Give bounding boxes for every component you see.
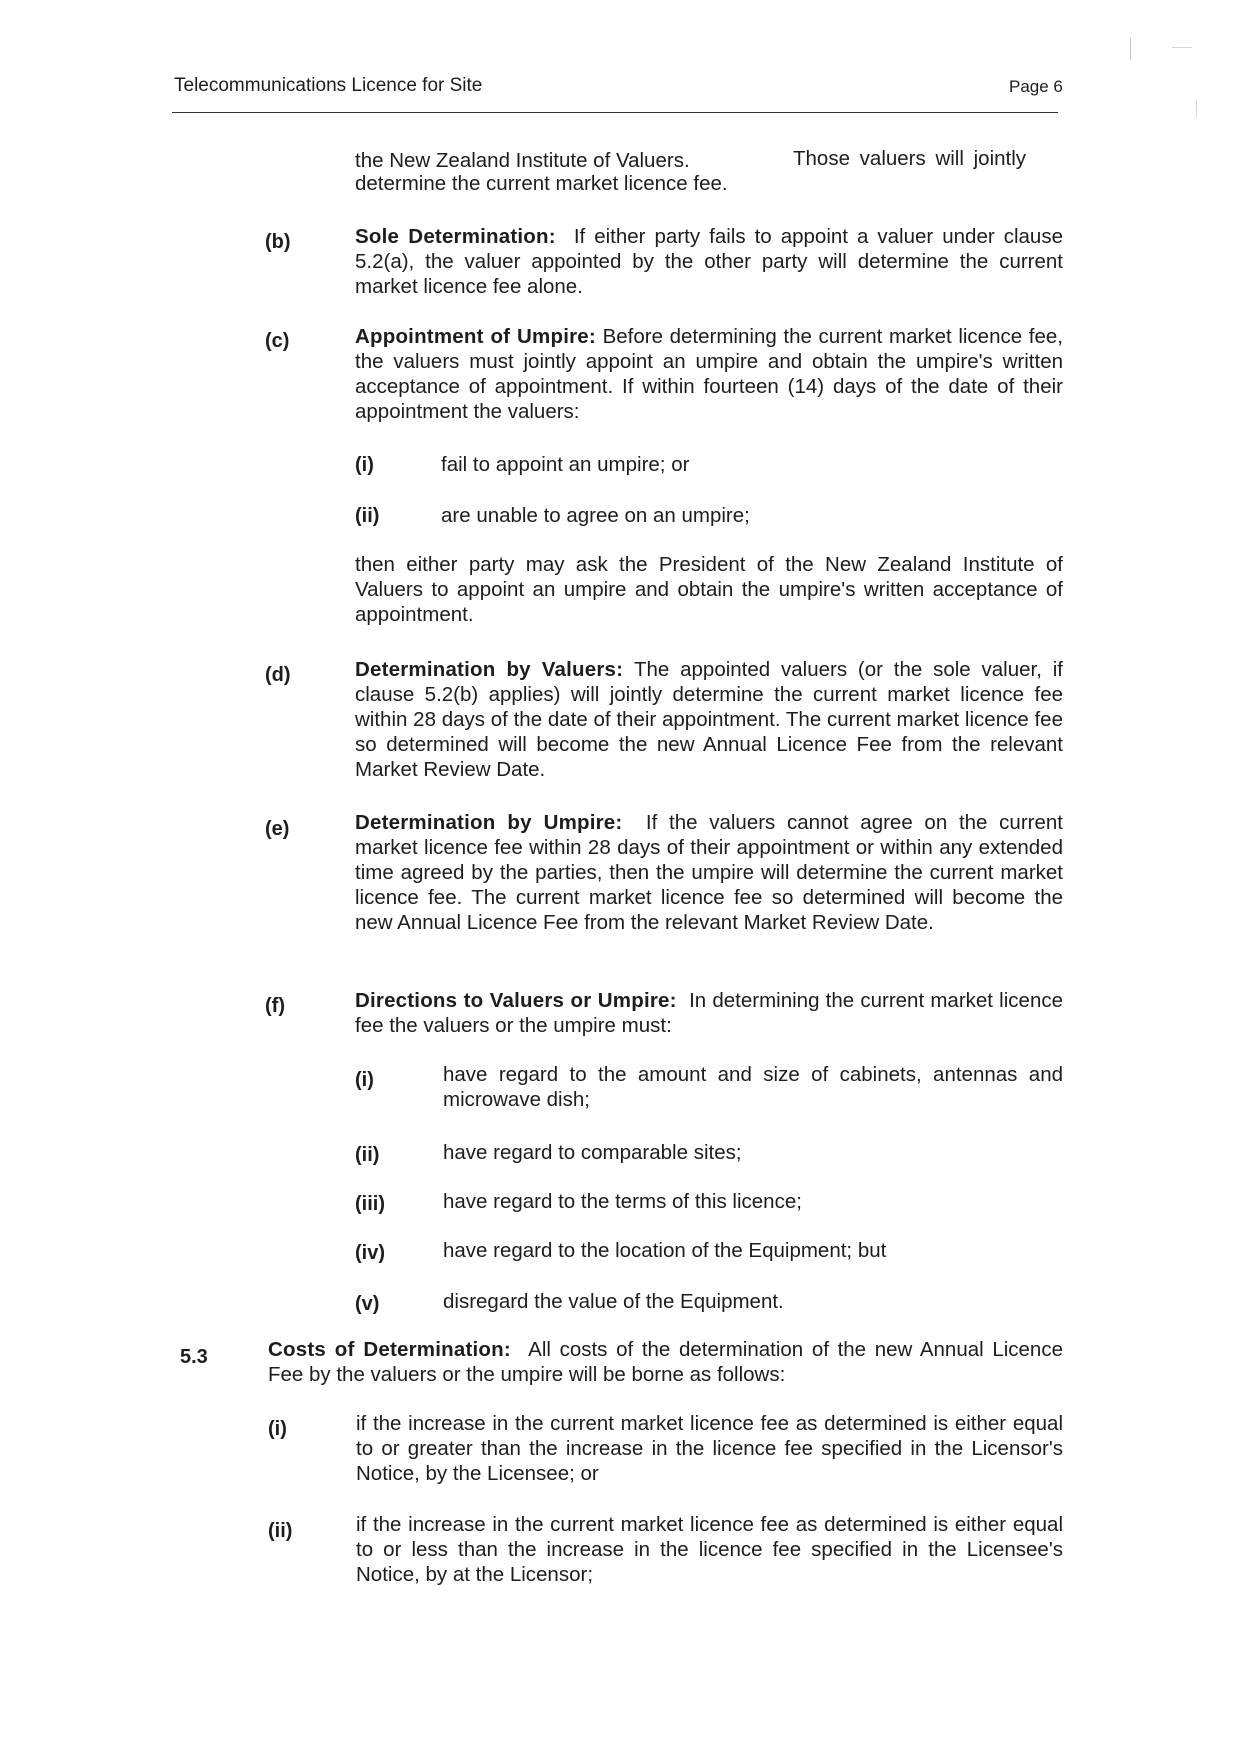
clause-c-item-text: are unable to agree on an umpire; [441, 504, 750, 527]
clause-b-text: If either party fails to appoint a valuer under clause 5.2(a), the valuer appointed by the other party will determine the current market licence fee alone. [355, 225, 1063, 298]
section-5-3-item-label: (ii) [268, 1520, 293, 1542]
clause-f-item-text: have regard to the location of the Equipment; but [443, 1239, 887, 1262]
section-number-5-3: 5.3 [180, 1346, 208, 1368]
scan-mark [1196, 100, 1197, 118]
clause-e-text: If the valuers cannot agree on the current market licence fee within 28 days of their appointment or within any extended time agreed by the parties, then the umpire will determine the current market licence fee. The current market licence fee so determined will become the new Annual Licence Fee from the relevant Market Review Date. [355, 811, 1063, 934]
header-title: Telecommunications Licence for Site [174, 75, 483, 96]
clause-f-item-text: have regard to the amount and size of cabinets, antennas and microwave dish; [443, 1063, 1063, 1111]
section-5-3-item-text: if the increase in the current market licence fee as determined is either equal to or greater than the increase in the licence fee specified in the Licensor's Notice, by the Licensee; or [356, 1412, 1063, 1485]
clause-f-text: In determining the current market licence fee the valuers or the umpire must: [355, 989, 1063, 1037]
clause-b-heading: Sole Determination: [355, 225, 556, 248]
continuation-text-line2: determine the current market licence fee. [355, 172, 728, 195]
clause-f-item-text: disregard the value of the Equipment. [443, 1290, 784, 1313]
clause-label-e: (e) [265, 818, 290, 840]
clause-d-heading: Determination by Valuers: [355, 658, 624, 681]
clause-d-text: The appointed valuers (or the sole valuer, if clause 5.2(b) applies) will jointly determine the current market licence fee within 28 days of the date of their appointment. The current market licence fee so determined will become the new Annual Licence Fee from the relevant Market Review Date. [355, 658, 1063, 781]
clause-label-f: (f) [265, 995, 285, 1017]
clause-f-item-text: have regard to the terms of this licence; [443, 1190, 802, 1213]
clause-c-item-label: (ii) [355, 505, 380, 527]
continuation-text-left: the New Zealand Institute of Valuers. [355, 149, 690, 172]
clause-c-tail: then either party may ask the President of the New Zealand Institute of Valuers to appoint an umpire and obtain the umpire's written acceptance of appointment. [355, 553, 1063, 626]
clause-e-heading: Determination by Umpire: [355, 811, 623, 834]
clause-f-item-label: (iii) [355, 1193, 385, 1215]
clause-c [355, 324, 1063, 424]
clause-f-heading: Directions to Valuers or Umpire: [355, 989, 677, 1012]
section-5-3-text: All costs of the determination of the new Annual Licence Fee by the valuers or the umpire will be borne as follows: [268, 1338, 1063, 1386]
section-5-3-item-text: if the increase in the current market licence fee as determined is either equal to or less than the increase in the licence fee specified in the Licensee's Notice, by at the Licensor; [356, 1513, 1063, 1586]
page-number: Page 6 [1009, 77, 1063, 96]
scan-mark [1172, 47, 1192, 48]
clause-label-c: (c) [265, 330, 290, 352]
clause-c-item-label: (i) [355, 454, 374, 476]
clause-c-heading: Appointment of Umpire: [355, 325, 596, 348]
clause-label-d: (d) [265, 664, 291, 686]
continuation-text-right: Those valuers will jointly [793, 147, 1027, 170]
clause-c-item-text: fail to appoint an umpire; or [441, 453, 690, 476]
section-5-3-heading: Costs of Determination: [268, 1338, 511, 1361]
clause-f-item-label: (iv) [355, 1242, 385, 1264]
clause-label-b: (b) [265, 231, 291, 253]
clause-f-item-label: (ii) [355, 1144, 380, 1166]
clause-b [355, 224, 1063, 299]
clause-d [355, 657, 1063, 782]
scan-mark [1130, 38, 1131, 60]
clause-f-item-label: (v) [355, 1293, 380, 1315]
clause-f-item-label: (i) [355, 1069, 374, 1091]
header-rule [172, 112, 1058, 113]
section-5-3 [268, 1337, 1063, 1387]
clause-f [355, 988, 1063, 1038]
clause-e [355, 810, 1063, 935]
clause-c-text: Before determining the current market licence fee, the valuers must jointly appoint an umpire and obtain the umpire's written acceptance of appointment. If within fourteen (14) days of the date of their appointment the valuers: [355, 325, 1063, 423]
clause-f-item-text: have regard to comparable sites; [443, 1141, 742, 1164]
section-5-3-item-label: (i) [268, 1418, 287, 1440]
